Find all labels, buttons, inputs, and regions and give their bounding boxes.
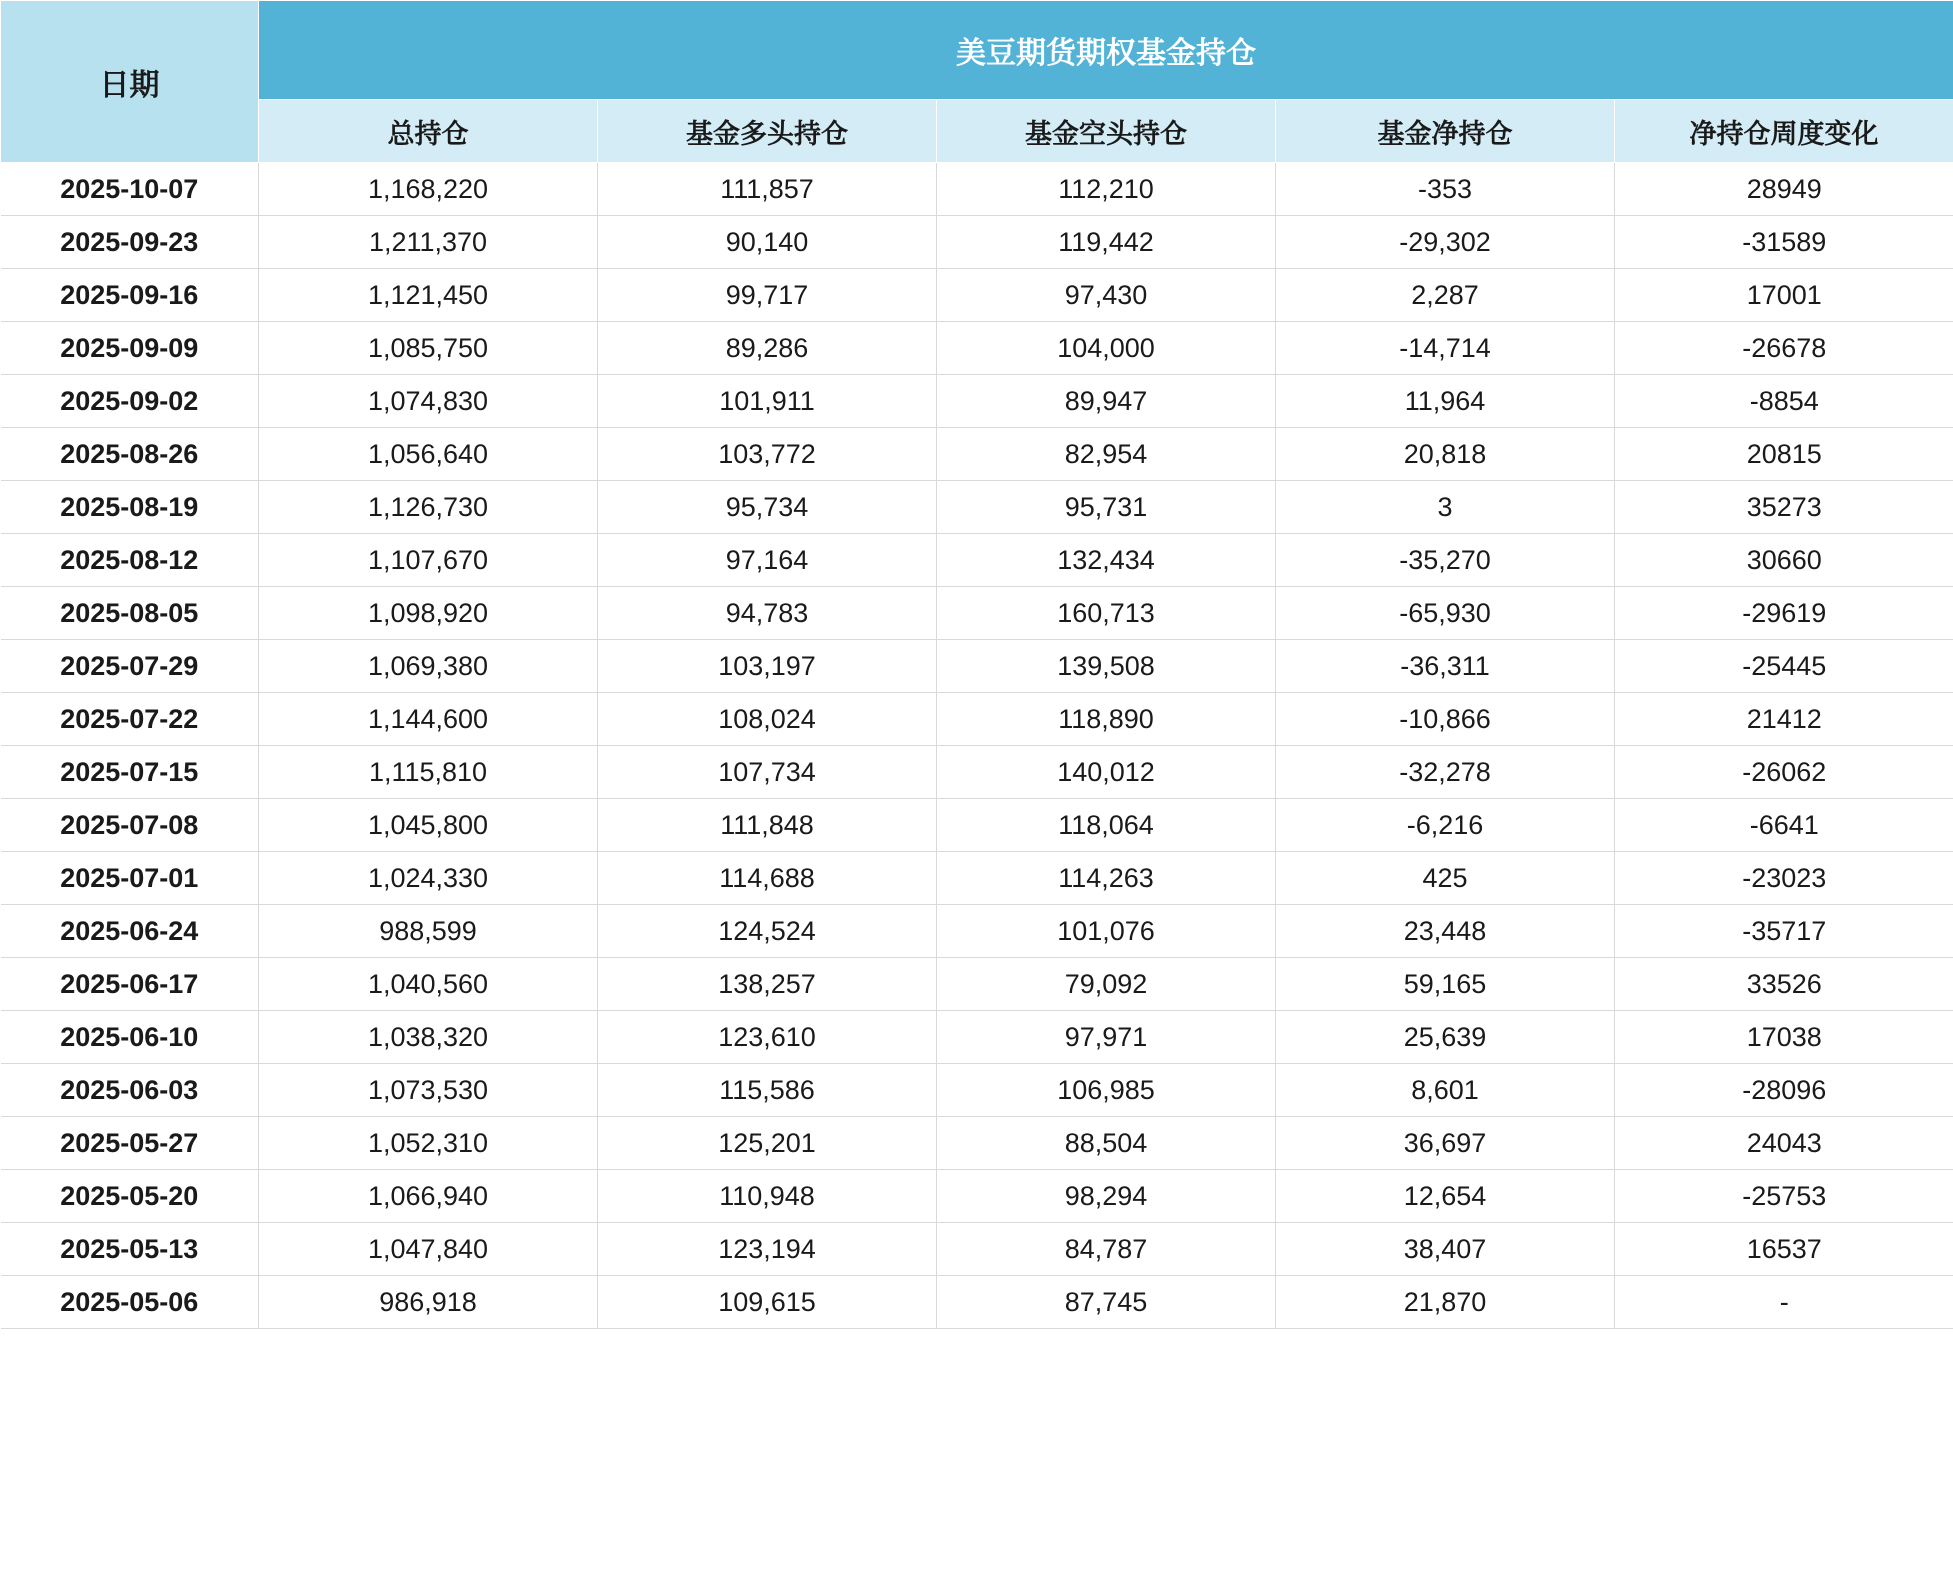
cell-fund-long: 103,197 bbox=[598, 640, 937, 693]
header-date-column: 日期 bbox=[1, 1, 259, 163]
cell-date: 2025-08-12 bbox=[1, 534, 259, 587]
table-row bbox=[1, 216, 1953, 269]
cell-fund-long: 114,688 bbox=[598, 852, 937, 905]
cell-fund-long: 95,734 bbox=[598, 481, 937, 534]
table-row bbox=[1, 534, 1953, 587]
cell-weekly-change: -6641 bbox=[1615, 799, 1953, 852]
cell-fund-long: 94,783 bbox=[598, 587, 937, 640]
cell-weekly-change: -29619 bbox=[1615, 587, 1953, 640]
cell-total: 1,098,920 bbox=[259, 587, 598, 640]
cell-fund-long: 124,524 bbox=[598, 905, 937, 958]
cell-fund-net: 23,448 bbox=[1276, 905, 1615, 958]
cell-total: 1,115,810 bbox=[259, 746, 598, 799]
cell-total: 1,045,800 bbox=[259, 799, 598, 852]
cell-fund-short: 101,076 bbox=[937, 905, 1276, 958]
cell-fund-long: 138,257 bbox=[598, 958, 937, 1011]
cell-fund-net: -353 bbox=[1276, 163, 1615, 216]
cell-weekly-change: 17038 bbox=[1615, 1011, 1953, 1064]
cell-date: 2025-10-07 bbox=[1, 163, 259, 216]
table-row bbox=[1, 163, 1953, 216]
cell-total: 1,024,330 bbox=[259, 852, 598, 905]
cell-fund-long: 123,610 bbox=[598, 1011, 937, 1064]
header-col-fund-net: 基金净持仓 bbox=[1276, 100, 1615, 163]
table-row bbox=[1, 799, 1953, 852]
table-row bbox=[1, 905, 1953, 958]
cell-date: 2025-07-01 bbox=[1, 852, 259, 905]
cell-fund-short: 97,971 bbox=[937, 1011, 1276, 1064]
table-row bbox=[1, 1170, 1953, 1223]
cell-fund-long: 103,772 bbox=[598, 428, 937, 481]
cell-fund-net: 20,818 bbox=[1276, 428, 1615, 481]
cell-weekly-change: -35717 bbox=[1615, 905, 1953, 958]
cell-fund-net: -32,278 bbox=[1276, 746, 1615, 799]
cell-date: 2025-07-22 bbox=[1, 693, 259, 746]
cell-fund-short: 118,064 bbox=[937, 799, 1276, 852]
cell-fund-short: 79,092 bbox=[937, 958, 1276, 1011]
cell-date: 2025-08-05 bbox=[1, 587, 259, 640]
cell-weekly-change: 35273 bbox=[1615, 481, 1953, 534]
cell-weekly-change: -25753 bbox=[1615, 1170, 1953, 1223]
cell-fund-long: 111,857 bbox=[598, 163, 937, 216]
cell-fund-net: 8,601 bbox=[1276, 1064, 1615, 1117]
cell-weekly-change: -25445 bbox=[1615, 640, 1953, 693]
cell-fund-short: 84,787 bbox=[937, 1223, 1276, 1276]
cell-fund-long: 101,911 bbox=[598, 375, 937, 428]
cell-total: 1,066,940 bbox=[259, 1170, 598, 1223]
cell-fund-short: 89,947 bbox=[937, 375, 1276, 428]
cell-fund-long: 90,140 bbox=[598, 216, 937, 269]
table-row bbox=[1, 1276, 1953, 1329]
header-col-fund-long: 基金多头持仓 bbox=[598, 100, 937, 163]
cell-total: 1,085,750 bbox=[259, 322, 598, 375]
cell-fund-net: -14,714 bbox=[1276, 322, 1615, 375]
cell-total: 1,040,560 bbox=[259, 958, 598, 1011]
header-row-title bbox=[1, 1, 1953, 100]
cell-weekly-change: -26062 bbox=[1615, 746, 1953, 799]
cell-fund-net: 12,654 bbox=[1276, 1170, 1615, 1223]
cell-date: 2025-08-26 bbox=[1, 428, 259, 481]
cell-total: 1,052,310 bbox=[259, 1117, 598, 1170]
header-col-fund-short: 基金空头持仓 bbox=[937, 100, 1276, 163]
cell-fund-short: 88,504 bbox=[937, 1117, 1276, 1170]
cell-date: 2025-05-27 bbox=[1, 1117, 259, 1170]
cell-fund-net: 425 bbox=[1276, 852, 1615, 905]
table-row bbox=[1, 852, 1953, 905]
table-row bbox=[1, 1011, 1953, 1064]
cell-date: 2025-08-19 bbox=[1, 481, 259, 534]
cell-total: 988,599 bbox=[259, 905, 598, 958]
cell-fund-short: 112,210 bbox=[937, 163, 1276, 216]
cell-fund-long: 89,286 bbox=[598, 322, 937, 375]
cell-date: 2025-09-16 bbox=[1, 269, 259, 322]
table-row bbox=[1, 1223, 1953, 1276]
cell-fund-long: 125,201 bbox=[598, 1117, 937, 1170]
cell-fund-short: 87,745 bbox=[937, 1276, 1276, 1329]
table-row bbox=[1, 693, 1953, 746]
cell-fund-long: 107,734 bbox=[598, 746, 937, 799]
header-col-total: 总持仓 bbox=[259, 100, 598, 163]
cell-fund-long: 123,194 bbox=[598, 1223, 937, 1276]
cell-fund-net: 21,870 bbox=[1276, 1276, 1615, 1329]
header-col-weekly-change: 净持仓周度变化 bbox=[1615, 100, 1953, 163]
cell-fund-long: 97,164 bbox=[598, 534, 937, 587]
cell-weekly-change: 33526 bbox=[1615, 958, 1953, 1011]
cell-fund-net: -36,311 bbox=[1276, 640, 1615, 693]
cell-total: 1,056,640 bbox=[259, 428, 598, 481]
table-header bbox=[1, 1, 1953, 163]
cell-weekly-change: 16537 bbox=[1615, 1223, 1953, 1276]
cell-date: 2025-06-03 bbox=[1, 1064, 259, 1117]
table-row bbox=[1, 587, 1953, 640]
table-row bbox=[1, 322, 1953, 375]
cell-weekly-change: -31589 bbox=[1615, 216, 1953, 269]
cell-total: 1,069,380 bbox=[259, 640, 598, 693]
table-row bbox=[1, 428, 1953, 481]
cell-fund-net: 11,964 bbox=[1276, 375, 1615, 428]
cell-fund-net: -35,270 bbox=[1276, 534, 1615, 587]
cell-weekly-change: 20815 bbox=[1615, 428, 1953, 481]
cell-date: 2025-07-08 bbox=[1, 799, 259, 852]
cell-weekly-change: 21412 bbox=[1615, 693, 1953, 746]
cell-date: 2025-06-17 bbox=[1, 958, 259, 1011]
cell-weekly-change: - bbox=[1615, 1276, 1953, 1329]
cell-fund-short: 98,294 bbox=[937, 1170, 1276, 1223]
table-row bbox=[1, 746, 1953, 799]
cell-date: 2025-07-15 bbox=[1, 746, 259, 799]
cell-fund-net: 2,287 bbox=[1276, 269, 1615, 322]
cell-fund-net: 3 bbox=[1276, 481, 1615, 534]
cell-total: 1,211,370 bbox=[259, 216, 598, 269]
cell-fund-long: 109,615 bbox=[598, 1276, 937, 1329]
cell-date: 2025-05-20 bbox=[1, 1170, 259, 1223]
cell-fund-long: 110,948 bbox=[598, 1170, 937, 1223]
cell-fund-short: 140,012 bbox=[937, 746, 1276, 799]
cell-fund-short: 104,000 bbox=[937, 322, 1276, 375]
cell-fund-net: 59,165 bbox=[1276, 958, 1615, 1011]
cell-weekly-change: -26678 bbox=[1615, 322, 1953, 375]
cell-date: 2025-06-10 bbox=[1, 1011, 259, 1064]
table-row bbox=[1, 958, 1953, 1011]
cell-total: 1,144,600 bbox=[259, 693, 598, 746]
cell-fund-long: 115,586 bbox=[598, 1064, 937, 1117]
cell-total: 1,126,730 bbox=[259, 481, 598, 534]
cell-total: 1,168,220 bbox=[259, 163, 598, 216]
cell-total: 1,121,450 bbox=[259, 269, 598, 322]
cell-fund-short: 118,890 bbox=[937, 693, 1276, 746]
header-row-subcolumns bbox=[1, 100, 1953, 163]
table-row bbox=[1, 1064, 1953, 1117]
cell-fund-net: -65,930 bbox=[1276, 587, 1615, 640]
cell-fund-short: 106,985 bbox=[937, 1064, 1276, 1117]
cell-total: 1,107,670 bbox=[259, 534, 598, 587]
table-body bbox=[1, 163, 1953, 1329]
cell-fund-net: -10,866 bbox=[1276, 693, 1615, 746]
cell-fund-short: 82,954 bbox=[937, 428, 1276, 481]
cell-total: 1,038,320 bbox=[259, 1011, 598, 1064]
cell-total: 1,047,840 bbox=[259, 1223, 598, 1276]
cell-date: 2025-09-23 bbox=[1, 216, 259, 269]
cell-weekly-change: 17001 bbox=[1615, 269, 1953, 322]
cell-total: 986,918 bbox=[259, 1276, 598, 1329]
cell-fund-short: 160,713 bbox=[937, 587, 1276, 640]
cell-fund-net: 38,407 bbox=[1276, 1223, 1615, 1276]
table-row bbox=[1, 1117, 1953, 1170]
cell-weekly-change: 30660 bbox=[1615, 534, 1953, 587]
cell-weekly-change: 24043 bbox=[1615, 1117, 1953, 1170]
cell-date: 2025-09-02 bbox=[1, 375, 259, 428]
header-main-title: 美豆期货期权基金持仓 bbox=[259, 1, 1953, 100]
cell-fund-short: 114,263 bbox=[937, 852, 1276, 905]
cell-fund-long: 108,024 bbox=[598, 693, 937, 746]
cell-fund-short: 119,442 bbox=[937, 216, 1276, 269]
cell-fund-net: 25,639 bbox=[1276, 1011, 1615, 1064]
cell-fund-net: -6,216 bbox=[1276, 799, 1615, 852]
cell-fund-short: 97,430 bbox=[937, 269, 1276, 322]
cell-fund-short: 95,731 bbox=[937, 481, 1276, 534]
table-row bbox=[1, 640, 1953, 693]
cell-fund-long: 111,848 bbox=[598, 799, 937, 852]
cell-date: 2025-05-13 bbox=[1, 1223, 259, 1276]
cell-date: 2025-07-29 bbox=[1, 640, 259, 693]
cell-date: 2025-09-09 bbox=[1, 322, 259, 375]
cell-weekly-change: -23023 bbox=[1615, 852, 1953, 905]
table-row bbox=[1, 481, 1953, 534]
cell-fund-long: 99,717 bbox=[598, 269, 937, 322]
cell-fund-net: 36,697 bbox=[1276, 1117, 1615, 1170]
cell-date: 2025-06-24 bbox=[1, 905, 259, 958]
cell-total: 1,074,830 bbox=[259, 375, 598, 428]
table-row bbox=[1, 269, 1953, 322]
cell-fund-short: 132,434 bbox=[937, 534, 1276, 587]
table-row bbox=[1, 375, 1953, 428]
cell-weekly-change: -8854 bbox=[1615, 375, 1953, 428]
cell-weekly-change: -28096 bbox=[1615, 1064, 1953, 1117]
cell-date: 2025-05-06 bbox=[1, 1276, 259, 1329]
cell-weekly-change: 28949 bbox=[1615, 163, 1953, 216]
cell-total: 1,073,530 bbox=[259, 1064, 598, 1117]
cell-fund-net: -29,302 bbox=[1276, 216, 1615, 269]
cell-fund-short: 139,508 bbox=[937, 640, 1276, 693]
